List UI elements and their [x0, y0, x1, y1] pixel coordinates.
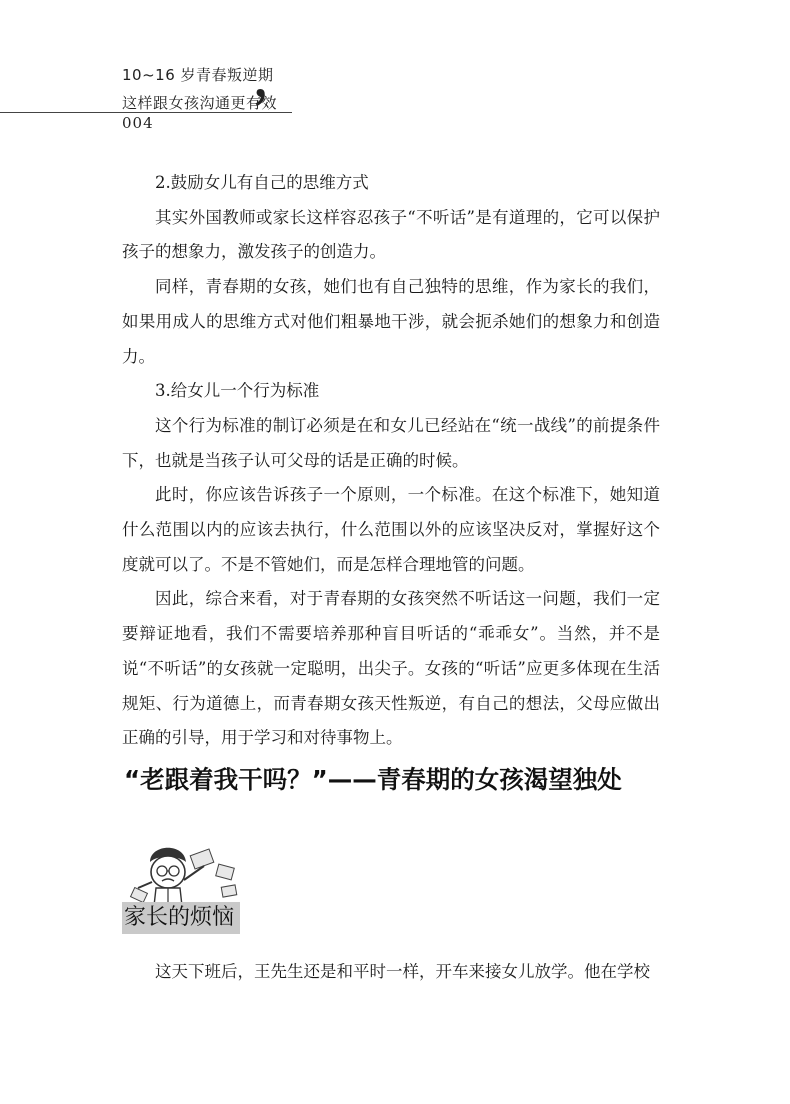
subheading-behavior-standard: 3.给女儿一个行为标准 [155, 381, 320, 401]
parent-worries-label: 家长的烦恼 [122, 902, 240, 934]
paragraph: 这个行为标准的制订必须是在和女儿已经站在“统一战线”的前提条件下，也就是当孩子认可父母的话是正确的时候。 [122, 415, 660, 470]
parent-worries-banner [122, 836, 262, 936]
body-text [122, 166, 660, 756]
story-text [122, 955, 660, 990]
paragraph: 此时，你应该告诉孩子一个原则，一个标准。在这个标准下，她知道什么范围以内的应该去执行，什么范围以外的应该坚决反对，掌握好这个度就可以了。不是不管她们，而是怎样合理地管的问题。 [122, 485, 660, 574]
header-rule [0, 112, 292, 113]
title-comma-ornament: ， [253, 51, 302, 107]
worried-parent-cartoon-icon [122, 836, 252, 906]
page-number: 004 [122, 114, 154, 132]
running-header [0, 0, 790, 135]
paragraph: 因此，综合来看，对于青春期的女孩突然不听话这一问题，我们一定要辩证地看，我们不需要培养那种盲目听话的“乖乖女”。当然，并不是说“不听话”的女孩就一定聪明，出尖子。女孩的“听话”应更多体现在生活规矩、行为道德上，而青春期女孩天性叛逆，有自己的想法，父母应做出正确的引导，用于学习和对待事物上。 [122, 589, 660, 748]
book-title-line1: 10~16 岁青春叛逆期 [122, 66, 274, 84]
book-title-line2: 这样跟女孩沟通更有效 [122, 94, 278, 112]
paragraph: 其实外国教师或家长这样容忍孩子“不听话”是有道理的，它可以保护孩子的想象力，激发孩子的创造力。 [122, 207, 660, 262]
paragraph: 同样，青春期的女孩，她们也有自己独特的思维，作为家长的我们，如果用成人的思维方式对他们粗暴地干涉，就会扼杀她们的想象力和创造力。 [122, 277, 660, 366]
paragraph: 这天下班后，王先生还是和平时一样，开车来接女儿放学。他在学校 [155, 962, 650, 981]
section-title: “老跟着我干吗？”——青春期的女孩渴望独处 [124, 765, 622, 794]
subheading-encourage-thinking: 2.鼓励女儿有自己的思维方式 [155, 173, 369, 192]
